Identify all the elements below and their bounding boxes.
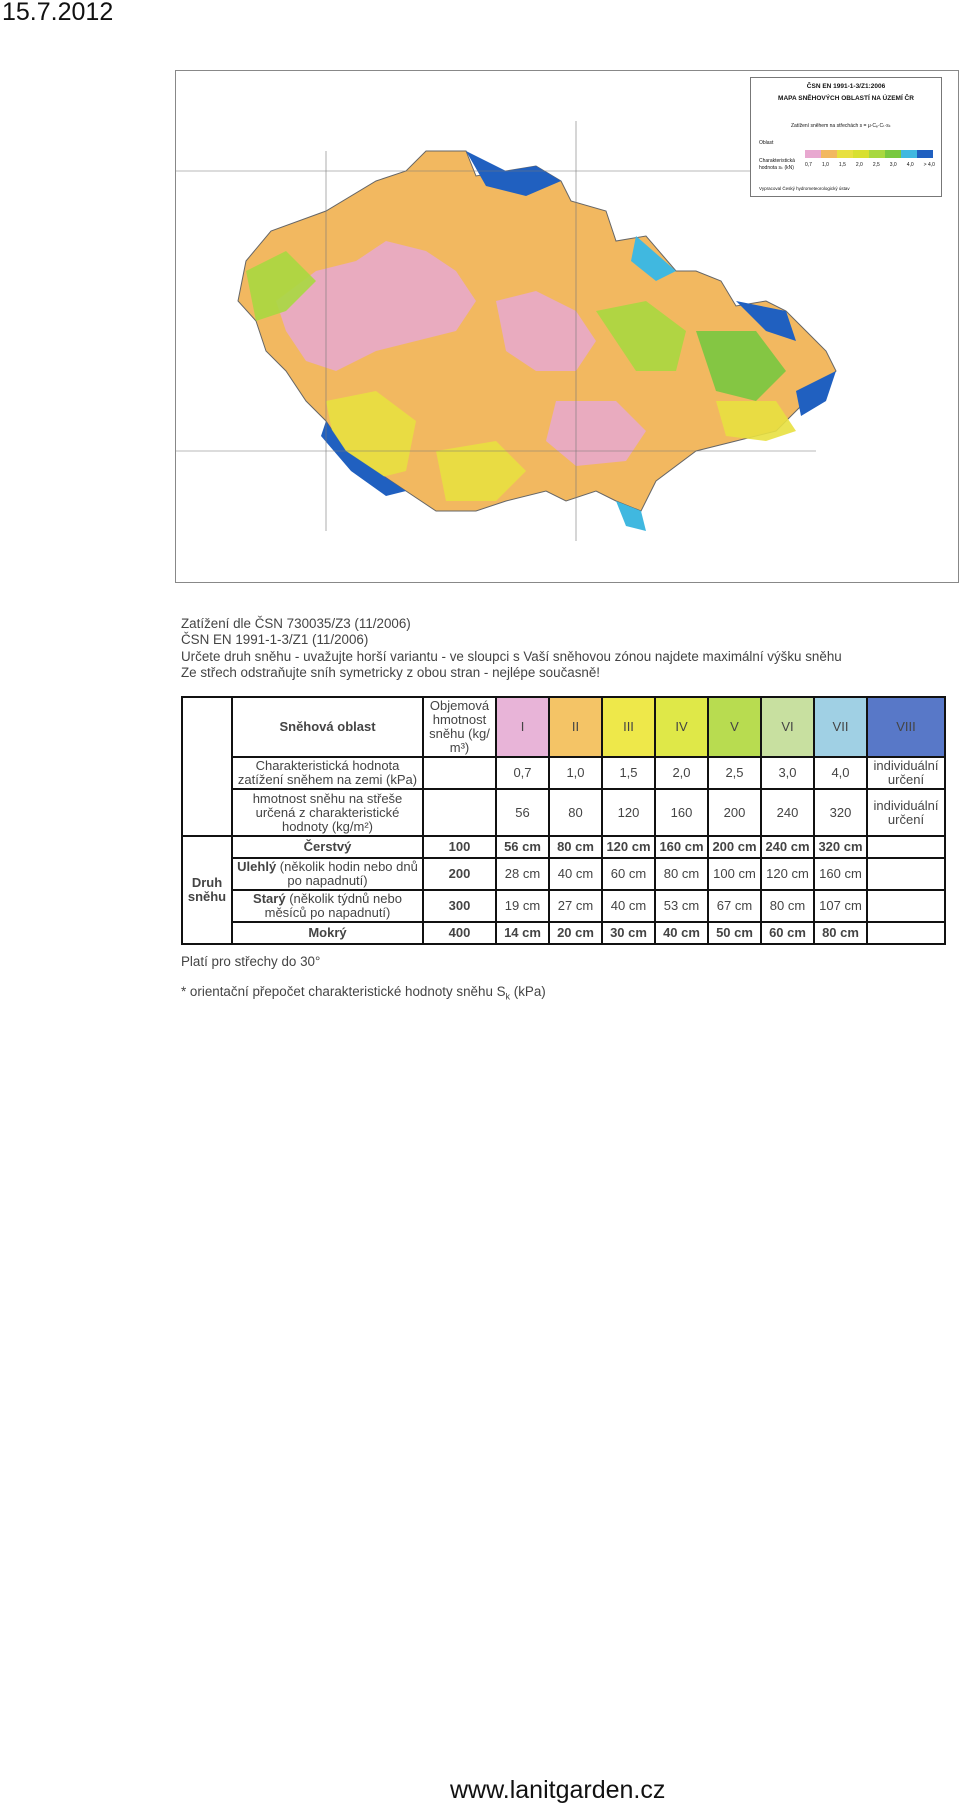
type-name: Čerstvý (232, 836, 423, 858)
cell: 40 cm (655, 922, 708, 944)
cell: 27 cm (549, 890, 602, 922)
snow-load-table (181, 696, 946, 945)
cell: 3,0 (761, 757, 814, 789)
legend-values: 0,7 1,0 1,5 2,0 2,5 3,0 4,0 > 4,0 (805, 162, 935, 168)
cell (867, 890, 945, 922)
header-density: Objemová hmotnost sněhu (kg/ m³) (423, 697, 496, 757)
row-type-mokry (182, 922, 945, 944)
zone-II: II (549, 697, 602, 757)
instructions (181, 616, 842, 681)
cell: 120 (602, 789, 655, 836)
note-line-1: Zatížení dle ČSN 730035/Z3 (11/2006) (181, 616, 411, 631)
legend-title-2: MAPA SNĚHOVÝCH OBLASTÍ NA ÚZEMÍ ČR (778, 95, 914, 102)
legend-swatch-1 (805, 150, 821, 158)
cell (867, 922, 945, 944)
zone-VI: VI (761, 697, 814, 757)
note-line-3: Určete druh sněhu - uvažujte horší variantu - ve sloupci s Vaší sněhovou zónou najdete maximální výšku sněhu (181, 648, 842, 664)
cell: 80 cm (549, 836, 602, 858)
legend-swatch-7 (901, 150, 917, 158)
legend-swatch-4 (853, 150, 869, 158)
cell (423, 757, 496, 789)
type-name (232, 890, 423, 922)
row-characteristic-label: Charakteristická hodnota zatížení sněhem na zemi (kPa) (232, 757, 423, 789)
cell: 320 cm (814, 836, 867, 858)
legend-value-label: Charakteristická hodnota sₖ (kN) (759, 158, 795, 171)
cell (867, 836, 945, 858)
type-name (232, 858, 423, 890)
row-mass (182, 789, 945, 836)
druh-label: Druh sněhu (182, 836, 232, 944)
cell: 56 cm (496, 836, 549, 858)
cell: 28 cm (496, 858, 549, 890)
zone-IV: IV (655, 697, 708, 757)
page-date: 15.7.2012 (2, 0, 114, 26)
type-name-bold: Ulehlý (237, 859, 277, 874)
cell: 53 cm (655, 890, 708, 922)
snow-map-frame (175, 70, 959, 583)
cell: 4,0 (814, 757, 867, 789)
density: 300 (423, 890, 496, 922)
type-name: Mokrý (232, 922, 423, 944)
footer-url: www.lanitgarden.cz (450, 1776, 666, 1804)
cell: 160 (655, 789, 708, 836)
cell: 56 (496, 789, 549, 836)
cell: 67 cm (708, 890, 761, 922)
legend-note: Vypracoval Český hydrometeorologický ústav (759, 186, 850, 191)
cell: 50 cm (708, 922, 761, 944)
legend-swatch-5 (869, 150, 885, 158)
empty-corner (182, 697, 232, 836)
cell: 240 cm (761, 836, 814, 858)
density: 400 (423, 922, 496, 944)
zone-V: V (708, 697, 761, 757)
cell: 14 cm (496, 922, 549, 944)
cell: individuální určení (867, 757, 945, 789)
row-type-stary (182, 890, 945, 922)
cell: 80 (549, 789, 602, 836)
note-line-2: ČSN EN 1991-1-3/Z1 (11/2006) (181, 632, 369, 648)
cell: 40 cm (549, 858, 602, 890)
map-legend (750, 77, 942, 197)
cell: 160 cm (814, 858, 867, 890)
row-type-cerstvy (182, 836, 945, 858)
zone-I: I (496, 697, 549, 757)
legend-swatch-2 (821, 150, 837, 158)
cell: 20 cm (549, 922, 602, 944)
cell: 120 cm (602, 836, 655, 858)
zone-III: III (602, 697, 655, 757)
row-characteristic (182, 757, 945, 789)
cell: 0,7 (496, 757, 549, 789)
cell: 30 cm (602, 922, 655, 944)
cell (423, 789, 496, 836)
type-name-bold: Starý (253, 891, 286, 906)
zone-VIII: VIII (867, 697, 945, 757)
table-header-row (182, 697, 945, 757)
cell: 1,5 (602, 757, 655, 789)
legend-swatch-8 (917, 150, 933, 158)
cell: 2,5 (708, 757, 761, 789)
cell: 2,0 (655, 757, 708, 789)
cell: 60 cm (602, 858, 655, 890)
cell: 107 cm (814, 890, 867, 922)
note-line-4: Ze střech odstraňujte sníh symetricky z obou stran - nejlépe současně! (181, 664, 601, 680)
cell: 240 (761, 789, 814, 836)
row-type-ulehly (182, 858, 945, 890)
cell: individuální určení (867, 789, 945, 836)
legend-swatch-3 (837, 150, 853, 158)
row-mass-label: hmotnost sněhu na střeše určená z charakteristické hodnoty (kg/m²) (232, 789, 423, 836)
cell: 80 cm (761, 890, 814, 922)
cell (867, 858, 945, 890)
cell: 40 cm (602, 890, 655, 922)
cell: 200 cm (708, 836, 761, 858)
density: 200 (423, 858, 496, 890)
legend-title-1: ČSN EN 1991-1-3/Z1:2006 (806, 83, 886, 90)
cell: 200 (708, 789, 761, 836)
cell: 80 cm (814, 922, 867, 944)
density: 100 (423, 836, 496, 858)
type-note: (několik hodin nebo dnů po napadnutí) (276, 859, 418, 888)
cell: 1,0 (549, 757, 602, 789)
cell: 320 (814, 789, 867, 836)
type-note: (několik týdnů nebo měsíců po napadnutí) (264, 891, 402, 920)
zone-VII: VII (814, 697, 867, 757)
legend-subtitle: Zatížení sněhem na střechách s = μ·Cₑ·Cₜ·sₖ (791, 123, 891, 129)
cell: 19 cm (496, 890, 549, 922)
legend-swatch-6 (885, 150, 901, 158)
legend-area-label: Oblast (759, 140, 774, 146)
cell: 80 cm (655, 858, 708, 890)
roof-note: Platí pro střechy do 30° (181, 954, 321, 969)
cell: 60 cm (761, 922, 814, 944)
cell: 120 cm (761, 858, 814, 890)
header-area: Sněhová oblast (232, 697, 423, 757)
cell: 100 cm (708, 858, 761, 890)
conversion-note: * orientační přepočet charakteristické hodnoty sněhu $S_k$ (kPa) (181, 984, 546, 1002)
cell: 160 cm (655, 836, 708, 858)
